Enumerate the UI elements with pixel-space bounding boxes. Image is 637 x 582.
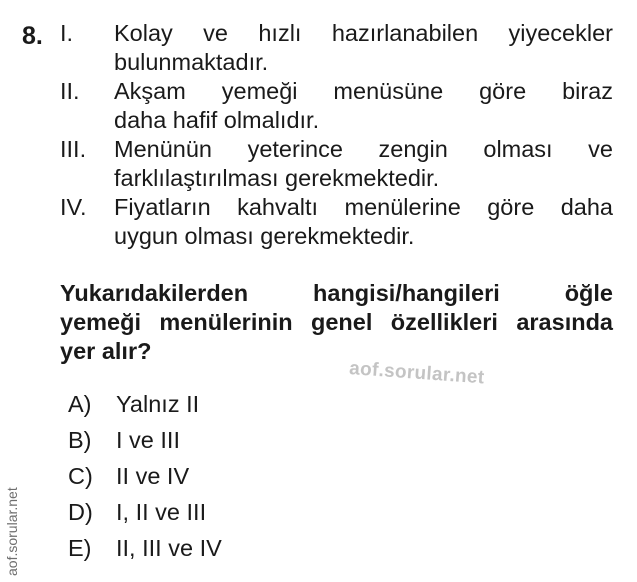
option-c-letter: C)	[68, 463, 93, 489]
statement-4-line-2: uygun olması gerekmektedir.	[114, 223, 415, 249]
statement-2-line-1: Akşam yemeği menüsüne göre biraz	[114, 78, 613, 104]
option-d[interactable]	[68, 494, 222, 530]
option-e-letter: E)	[68, 535, 92, 561]
option-d-letter: D)	[68, 499, 93, 525]
statement-2-text	[114, 77, 613, 135]
option-b-letter: B)	[68, 427, 92, 453]
statement-1-line-2: bulunmaktadır.	[114, 49, 269, 75]
option-a-text: Yalnız II	[116, 391, 200, 417]
option-e[interactable]	[68, 530, 222, 566]
option-b[interactable]	[68, 422, 222, 458]
statement-list	[60, 19, 613, 251]
option-b-text: I ve III	[116, 427, 180, 453]
option-d-text: I, II ve III	[116, 499, 207, 525]
statement-2-numeral: II.	[60, 78, 80, 104]
statement-4	[60, 193, 613, 251]
statement-1-text	[114, 19, 613, 77]
question-prompt	[60, 279, 613, 366]
statement-3-text	[114, 135, 613, 193]
option-a[interactable]	[68, 386, 222, 422]
question-prompt-line-3: yer alır?	[60, 338, 152, 364]
statement-1-line-1: Kolay ve hızlı hazırlanabilen yiyecekler	[114, 20, 613, 46]
answer-options	[68, 386, 222, 566]
watermark: aof.sorular.net	[348, 358, 486, 389]
statement-1-numeral: I.	[60, 20, 74, 46]
option-c[interactable]	[68, 458, 222, 494]
statement-3-line-1: Menünün yeterince zengin olması ve	[114, 136, 613, 162]
statement-1	[60, 19, 613, 77]
statement-3-line-2: farklılaştırılması gerekmektedir.	[114, 165, 440, 191]
statement-3-numeral: III.	[60, 136, 87, 162]
statement-2	[60, 77, 613, 135]
question-prompt-line-2: yemeği menülerinin genel özellikleri arasında	[60, 309, 613, 335]
question-number: 8.	[22, 22, 43, 50]
statement-4-line-1: Fiyatların kahvaltı menülerine göre daha	[114, 194, 613, 220]
option-a-letter: A)	[68, 391, 92, 417]
statement-2-line-2: daha hafif olmalıdır.	[114, 107, 320, 133]
statement-4-numeral: IV.	[60, 194, 87, 220]
statement-4-text	[114, 193, 613, 251]
option-c-text: II ve IV	[116, 463, 190, 489]
statement-3	[60, 135, 613, 193]
side-watermark: aof.sorular.net	[4, 487, 20, 576]
question-prompt-line-1: Yukarıdakilerden hangisi/hangileri öğle	[60, 280, 613, 306]
option-e-text: II, III ve IV	[116, 535, 222, 561]
